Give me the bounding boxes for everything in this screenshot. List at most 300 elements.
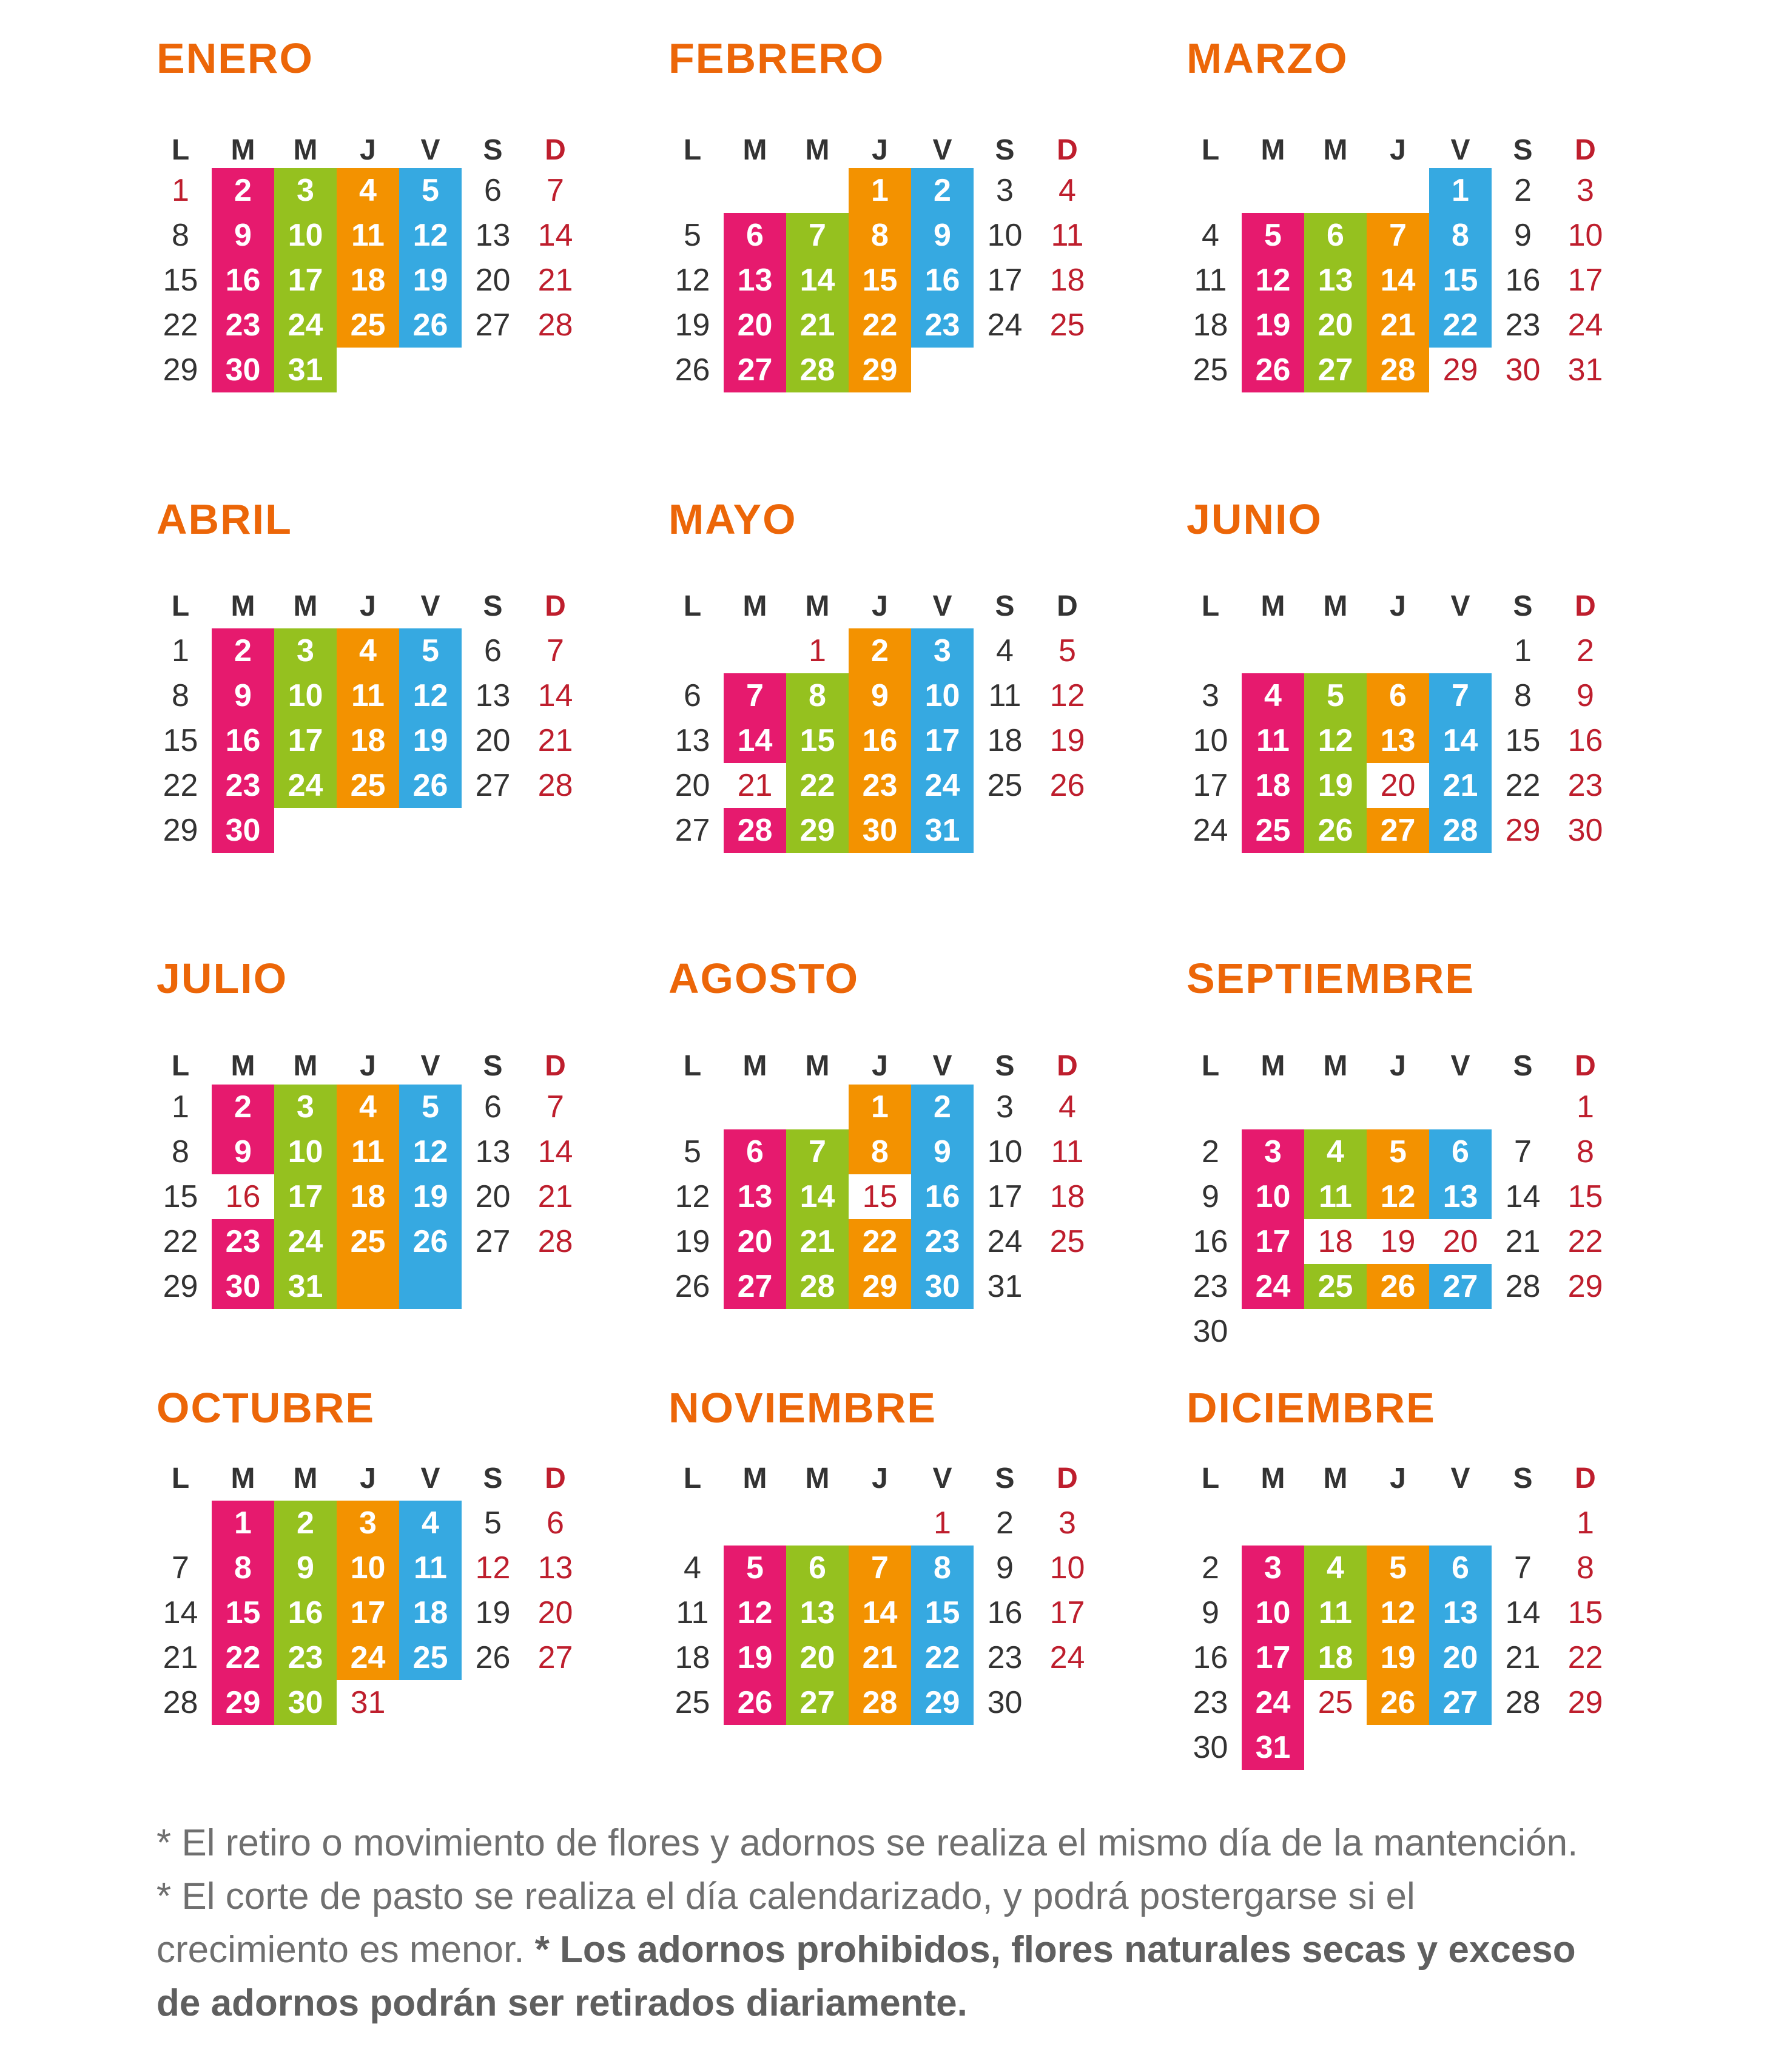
holiday-day-cell: 31	[350, 1685, 386, 1720]
empty-cell	[1367, 1309, 1429, 1354]
maintenance-day-cell: 9	[911, 1129, 974, 1174]
maintenance-day-cell: 12	[399, 673, 462, 718]
day-cell: 24	[987, 1224, 1023, 1259]
day-cell: 24	[987, 308, 1023, 343]
maintenance-day-cell: 18	[1304, 1635, 1367, 1680]
weekday-header	[1179, 590, 1617, 622]
note-prohibited-end: de adornos podrán ser retirados diariamente.	[157, 1982, 968, 2024]
maintenance-day-cell: 17	[911, 718, 974, 763]
weekday-header	[1179, 134, 1617, 166]
empty-cell	[786, 1085, 849, 1129]
maintenance-day-cell: 19	[399, 1174, 462, 1219]
day-cell: 26	[475, 1640, 511, 1675]
week-row	[1179, 1309, 1617, 1354]
day-cell: 22	[163, 1224, 198, 1259]
empty-cell	[724, 628, 786, 673]
holiday-day-cell: 16	[1567, 723, 1603, 758]
maintenance-day-cell: 6	[724, 1129, 786, 1174]
maintenance-day-cell: 13	[1304, 258, 1367, 303]
holiday-day-cell: 11	[1051, 1134, 1084, 1169]
maintenance-day-cell: 26	[399, 1219, 462, 1264]
day-cell: 12	[675, 1179, 710, 1214]
day-cell: 1	[172, 1089, 189, 1125]
week-row	[661, 1635, 1099, 1680]
maintenance-day-cell: 4	[337, 1085, 399, 1129]
empty-cell	[1367, 168, 1429, 213]
weekday-label: D	[1057, 590, 1078, 622]
maintenance-day-cell: 22	[1429, 303, 1492, 348]
empty-cell	[1242, 1085, 1304, 1129]
empty-cell	[399, 808, 462, 853]
maintenance-day-cell: 23	[212, 303, 274, 348]
maintenance-day-cell: 1	[212, 1501, 274, 1546]
week-row	[1179, 1635, 1617, 1680]
day-cell: 17	[1193, 768, 1228, 803]
day-cell: 4	[684, 1550, 701, 1586]
maintenance-day-cell: 14	[786, 258, 849, 303]
weekday-label: D	[1057, 1462, 1078, 1495]
maintenance-day-cell: 9	[212, 213, 274, 258]
maintenance-day-cell: 16	[911, 258, 974, 303]
maintenance-day-cell: 18	[399, 1590, 462, 1635]
maintenance-day-cell: 17	[274, 258, 337, 303]
day-cell: 15	[163, 1179, 198, 1214]
weekday-label: J	[872, 1050, 888, 1082]
weekday-label: S	[1513, 134, 1533, 166]
holiday-day-cell: 29	[1505, 813, 1541, 848]
day-cell: 27	[475, 768, 511, 803]
day-cell: 31	[987, 1269, 1023, 1304]
maintenance-day-cell: 30	[212, 808, 274, 853]
maintenance-day-cell: 30	[274, 1680, 337, 1725]
weekday-label: M	[1323, 1462, 1348, 1495]
weekday-header	[149, 590, 587, 622]
maintenance-day-cell: 11	[1242, 718, 1304, 763]
empty-cell	[974, 348, 1036, 392]
maintenance-day-cell: 12	[399, 213, 462, 258]
maintenance-day-cell: 1	[1429, 168, 1492, 213]
maintenance-day-cell: 29	[849, 348, 911, 392]
week-row	[661, 1680, 1099, 1725]
day-cell: 29	[163, 813, 198, 848]
empty-cell	[661, 168, 724, 213]
weekday-label: M	[231, 134, 255, 166]
maintenance-day-cell: 11	[337, 673, 399, 718]
maintenance-day-cell: 3	[274, 168, 337, 213]
maintenance-day-cell: 24	[274, 303, 337, 348]
day-cell: 28	[163, 1685, 198, 1720]
day-cell: 2	[1202, 1550, 1219, 1586]
week-row	[149, 808, 587, 853]
day-cell: 13	[475, 1134, 511, 1169]
maintenance-day-cell: 26	[399, 763, 462, 808]
empty-cell	[1429, 1725, 1492, 1770]
holiday-day-cell: 4	[1059, 173, 1076, 208]
maintenance-day-cell: 12	[1304, 718, 1367, 763]
week-row	[149, 628, 587, 673]
day-cell: 19	[675, 1224, 710, 1259]
day-cell: 16	[1193, 1224, 1228, 1259]
day-cell: 15	[163, 723, 198, 758]
maintenance-day-cell: 14	[1429, 718, 1492, 763]
holiday-day-cell: 28	[537, 768, 573, 803]
maintenance-day-cell: 5	[1367, 1129, 1429, 1174]
maintenance-day-cell: 9	[212, 673, 274, 718]
day-cell: 28	[1505, 1269, 1541, 1304]
week-row	[1179, 303, 1617, 348]
maintenance-day-cell: 22	[849, 1219, 911, 1264]
maintenance-day-cell: 24	[1242, 1680, 1304, 1725]
maintenance-day-cell: 5	[399, 168, 462, 213]
day-cell: 15	[1505, 723, 1541, 758]
holiday-day-cell: 1	[172, 173, 189, 208]
day-cell: 22	[163, 768, 198, 803]
day-cell: 24	[1193, 813, 1228, 848]
holiday-day-cell: 10	[1049, 1550, 1085, 1586]
maintenance-day-cell: 12	[1367, 1174, 1429, 1219]
weekday-label: J	[1390, 590, 1406, 622]
weekday-label: L	[171, 1462, 190, 1495]
weekday-label: S	[1513, 1462, 1533, 1495]
holiday-day-cell: 4	[1059, 1089, 1076, 1125]
day-cell: 3	[1202, 678, 1219, 713]
maintenance-day-cell: 22	[911, 1635, 974, 1680]
maintenance-day-cell: 20	[1304, 303, 1367, 348]
holiday-day-cell: 29	[1567, 1685, 1603, 1720]
holiday-day-cell: 25	[1318, 1685, 1353, 1720]
maintenance-day-cell: 29	[786, 808, 849, 853]
month-title: OCTUBRE	[157, 1384, 375, 1431]
empty-cell	[337, 1264, 399, 1309]
empty-cell	[724, 1501, 786, 1546]
maintenance-day-cell: 22	[212, 1635, 274, 1680]
maintenance-day-cell: 21	[849, 1635, 911, 1680]
maintenance-day-cell: 4	[1242, 673, 1304, 718]
maintenance-day-cell: 14	[724, 718, 786, 763]
month-title: MARZO	[1186, 35, 1348, 82]
empty-cell	[1304, 628, 1367, 673]
maintenance-day-cell: 1	[849, 1085, 911, 1129]
maintenance-day-cell: 25	[399, 1635, 462, 1680]
maintenance-day-cell: 4	[399, 1501, 462, 1546]
empty-cell	[1492, 1309, 1554, 1354]
maintenance-day-cell: 7	[1429, 673, 1492, 718]
weekday-label: V	[420, 590, 440, 622]
maintenance-day-cell: 27	[1429, 1680, 1492, 1725]
day-cell: 21	[1505, 1640, 1541, 1675]
holiday-day-cell: 1	[934, 1505, 951, 1541]
maintenance-day-cell: 8	[786, 673, 849, 718]
holiday-day-cell: 21	[537, 263, 573, 298]
empty-cell	[1367, 1725, 1429, 1770]
note-grass-end: crecimiento es menor.	[157, 1929, 525, 1971]
holiday-day-cell: 21	[737, 768, 773, 803]
day-cell: 20	[675, 768, 710, 803]
weekday-label: J	[360, 590, 376, 622]
weekday-label: V	[1450, 590, 1470, 622]
week-row	[661, 303, 1099, 348]
day-cell: 2	[1202, 1134, 1219, 1169]
holiday-day-cell: 22	[1567, 1640, 1603, 1675]
holiday-day-cell: 29	[1567, 1269, 1603, 1304]
empty-cell	[462, 348, 524, 392]
empty-cell	[1242, 628, 1304, 673]
holiday-day-cell: 30	[1505, 352, 1541, 388]
maintenance-day-cell: 26	[724, 1680, 786, 1725]
day-cell: 9	[1202, 1595, 1219, 1630]
maintenance-day-cell: 12	[724, 1590, 786, 1635]
holiday-day-cell: 20	[537, 1595, 573, 1630]
empty-cell	[337, 348, 399, 392]
day-cell: 13	[475, 678, 511, 713]
maintenance-day-cell: 19	[724, 1635, 786, 1680]
week-row	[1179, 1501, 1617, 1546]
maintenance-day-cell: 9	[849, 673, 911, 718]
maintenance-day-cell: 10	[274, 673, 337, 718]
holiday-day-cell: 16	[225, 1179, 261, 1214]
day-cell: 1	[172, 633, 189, 668]
holiday-day-cell: 3	[1577, 173, 1594, 208]
maintenance-day-cell: 26	[399, 303, 462, 348]
maintenance-day-cell: 25	[337, 303, 399, 348]
maintenance-day-cell: 20	[786, 1635, 849, 1680]
maintenance-day-cell: 13	[1429, 1174, 1492, 1219]
day-cell: 7	[1514, 1134, 1532, 1169]
weekday-label: V	[1450, 1462, 1470, 1495]
holiday-day-cell: 19	[1380, 1224, 1416, 1259]
holiday-day-cell: 18	[1049, 263, 1085, 298]
day-cell: 13	[675, 723, 710, 758]
day-cell: 30	[1193, 1730, 1228, 1765]
empty-cell	[1242, 1309, 1304, 1354]
weekday-label: S	[483, 1462, 503, 1495]
holiday-day-cell: 29	[1442, 352, 1478, 388]
day-cell: 18	[1193, 308, 1228, 343]
holiday-day-cell: 23	[1567, 768, 1603, 803]
maintenance-day-cell: 19	[399, 258, 462, 303]
maintenance-day-cell: 14	[849, 1590, 911, 1635]
week-row	[1179, 718, 1617, 763]
maintenance-day-cell: 14	[1367, 258, 1429, 303]
weekday-label: L	[1201, 590, 1220, 622]
holiday-day-cell: 19	[1049, 723, 1085, 758]
maintenance-day-cell: 27	[1367, 808, 1429, 853]
maintenance-day-cell: 26	[1367, 1264, 1429, 1309]
weekday-label: S	[483, 1050, 503, 1082]
day-cell: 14	[163, 1595, 198, 1630]
week-row	[149, 1635, 587, 1680]
maintenance-day-cell: 26	[1367, 1680, 1429, 1725]
week-row	[661, 258, 1099, 303]
empty-cell	[1036, 348, 1099, 392]
weekday-label: S	[995, 590, 1015, 622]
empty-cell	[724, 1085, 786, 1129]
maintenance-day-cell: 31	[274, 348, 337, 392]
holiday-day-cell: 17	[1049, 1595, 1085, 1630]
empty-cell	[1429, 628, 1492, 673]
week-row	[149, 348, 587, 392]
weekday-label: J	[872, 590, 888, 622]
day-cell: 12	[675, 263, 710, 298]
maintenance-day-cell: 10	[337, 1546, 399, 1590]
holiday-day-cell: 20	[1380, 768, 1416, 803]
week-row	[661, 808, 1099, 853]
maintenance-day-cell: 19	[1304, 763, 1367, 808]
weekday-label: M	[231, 1050, 255, 1082]
maintenance-day-cell: 10	[1242, 1174, 1304, 1219]
day-cell: 3	[996, 173, 1014, 208]
day-cell: 23	[987, 1640, 1023, 1675]
holiday-day-cell: 25	[1049, 1224, 1085, 1259]
maintenance-day-cell: 15	[849, 258, 911, 303]
maintenance-day-cell: 3	[274, 628, 337, 673]
empty-cell	[1429, 1309, 1492, 1354]
week-row	[661, 1219, 1099, 1264]
empty-cell	[1367, 1085, 1429, 1129]
weekday-label: S	[995, 1050, 1015, 1082]
holiday-day-cell: 15	[862, 1179, 898, 1214]
holiday-day-cell: 18	[1318, 1224, 1353, 1259]
maintenance-day-cell: 15	[786, 718, 849, 763]
maintenance-day-cell: 2	[849, 628, 911, 673]
weekday-label: L	[683, 134, 702, 166]
week-row	[661, 213, 1099, 258]
maintenance-day-cell: 31	[1242, 1725, 1304, 1770]
weekday-header	[661, 1462, 1099, 1495]
empty-cell	[1304, 1725, 1367, 1770]
weekday-label: L	[171, 134, 190, 166]
maintenance-day-cell: 17	[274, 718, 337, 763]
week-row	[149, 213, 587, 258]
weekday-label: V	[1450, 1050, 1470, 1082]
maintenance-day-cell: 2	[274, 1501, 337, 1546]
month-title: AGOSTO	[668, 955, 860, 1002]
week-row	[149, 258, 587, 303]
empty-cell	[661, 1085, 724, 1129]
maintenance-day-cell: 27	[1304, 348, 1367, 392]
weekday-label: M	[805, 1462, 830, 1495]
maintenance-day-cell: 23	[274, 1635, 337, 1680]
holiday-day-cell: 7	[547, 633, 564, 668]
month-title: DICIEMBRE	[1186, 1384, 1436, 1431]
maintenance-day-cell: 5	[724, 1546, 786, 1590]
maintenance-day-cell: 23	[911, 1219, 974, 1264]
maintenance-day-cell: 27	[1429, 1264, 1492, 1309]
maintenance-day-cell: 24	[274, 1219, 337, 1264]
empty-cell	[1304, 1309, 1367, 1354]
day-cell: 19	[475, 1595, 511, 1630]
maintenance-day-cell: 29	[849, 1264, 911, 1309]
empty-cell	[1179, 1085, 1242, 1129]
maintenance-day-cell: 18	[1242, 763, 1304, 808]
day-cell: 25	[1193, 352, 1228, 388]
holiday-day-cell: 3	[1059, 1505, 1076, 1541]
week-row	[1179, 673, 1617, 718]
day-cell: 5	[684, 218, 701, 253]
week-row	[661, 348, 1099, 392]
holiday-day-cell: 12	[475, 1550, 511, 1586]
maintenance-day-cell: 31	[274, 1264, 337, 1309]
maintenance-day-cell: 3	[274, 1085, 337, 1129]
holiday-day-cell: 8	[1577, 1134, 1594, 1169]
weekday-label: J	[1390, 1462, 1406, 1495]
day-cell: 5	[484, 1505, 502, 1541]
empty-cell	[524, 1680, 587, 1725]
weekday-label: S	[1513, 590, 1533, 622]
empty-cell	[399, 1680, 462, 1725]
holiday-day-cell: 31	[1567, 352, 1603, 388]
week-row	[1179, 1085, 1617, 1129]
maintenance-day-cell: 28	[849, 1680, 911, 1725]
maintenance-day-cell: 15	[212, 1590, 274, 1635]
day-cell: 21	[163, 1640, 198, 1675]
week-row	[1179, 628, 1617, 673]
note-prohibited-start: * Los adornos prohibidos, flores naturales secas y exceso	[534, 1929, 1576, 1971]
day-cell: 8	[172, 218, 189, 253]
weekday-label: V	[932, 134, 952, 166]
maintenance-day-cell: 18	[337, 718, 399, 763]
weekday-label: M	[1260, 1050, 1285, 1082]
week-row	[149, 673, 587, 718]
holiday-day-cell: 17	[1567, 263, 1603, 298]
weekday-label: J	[360, 1462, 376, 1495]
maintenance-day-cell: 5	[1304, 673, 1367, 718]
maintenance-day-cell: 8	[1429, 213, 1492, 258]
maintenance-day-cell: 30	[212, 348, 274, 392]
week-row	[1179, 1129, 1617, 1174]
day-cell: 30	[987, 1685, 1023, 1720]
weekday-label: M	[742, 590, 767, 622]
week-row	[1179, 258, 1617, 303]
day-cell: 3	[996, 1089, 1014, 1125]
weekday-label: V	[932, 1050, 952, 1082]
week-row	[1179, 168, 1617, 213]
maintenance-day-cell: 7	[849, 1546, 911, 1590]
empty-cell	[1554, 1309, 1617, 1354]
day-cell: 7	[172, 1550, 189, 1586]
weekday-label: D	[545, 134, 566, 166]
holiday-day-cell: 30	[1567, 813, 1603, 848]
holiday-day-cell: 25	[1049, 308, 1085, 343]
day-cell: 25	[675, 1685, 710, 1720]
empty-cell	[1304, 1085, 1367, 1129]
weekday-label: L	[1201, 1462, 1220, 1495]
month-title: SEPTIEMBRE	[1186, 955, 1475, 1002]
weekday-label: L	[1201, 1050, 1220, 1082]
note-grass-line2	[157, 1923, 1673, 1977]
week-row	[661, 1174, 1099, 1219]
day-cell: 28	[1505, 1685, 1541, 1720]
maintenance-day-cell: 18	[337, 258, 399, 303]
day-cell: 10	[1193, 723, 1228, 758]
holiday-day-cell: 21	[537, 1179, 573, 1214]
maintenance-day-cell: 6	[1429, 1546, 1492, 1590]
maintenance-day-cell: 28	[1367, 348, 1429, 392]
maintenance-day-cell: 8	[849, 1129, 911, 1174]
weekday-label: J	[1390, 134, 1406, 166]
maintenance-day-cell: 24	[274, 763, 337, 808]
maintenance-day-cell: 17	[337, 1590, 399, 1635]
maintenance-day-cell: 27	[786, 1680, 849, 1725]
weekday-label: M	[742, 1462, 767, 1495]
holiday-day-cell: 28	[537, 308, 573, 343]
week-row	[149, 763, 587, 808]
holiday-day-cell: 14	[537, 678, 573, 713]
weekday-label: M	[1323, 134, 1348, 166]
weekday-label: M	[1260, 590, 1285, 622]
day-cell: 15	[163, 263, 198, 298]
day-cell: 19	[675, 308, 710, 343]
